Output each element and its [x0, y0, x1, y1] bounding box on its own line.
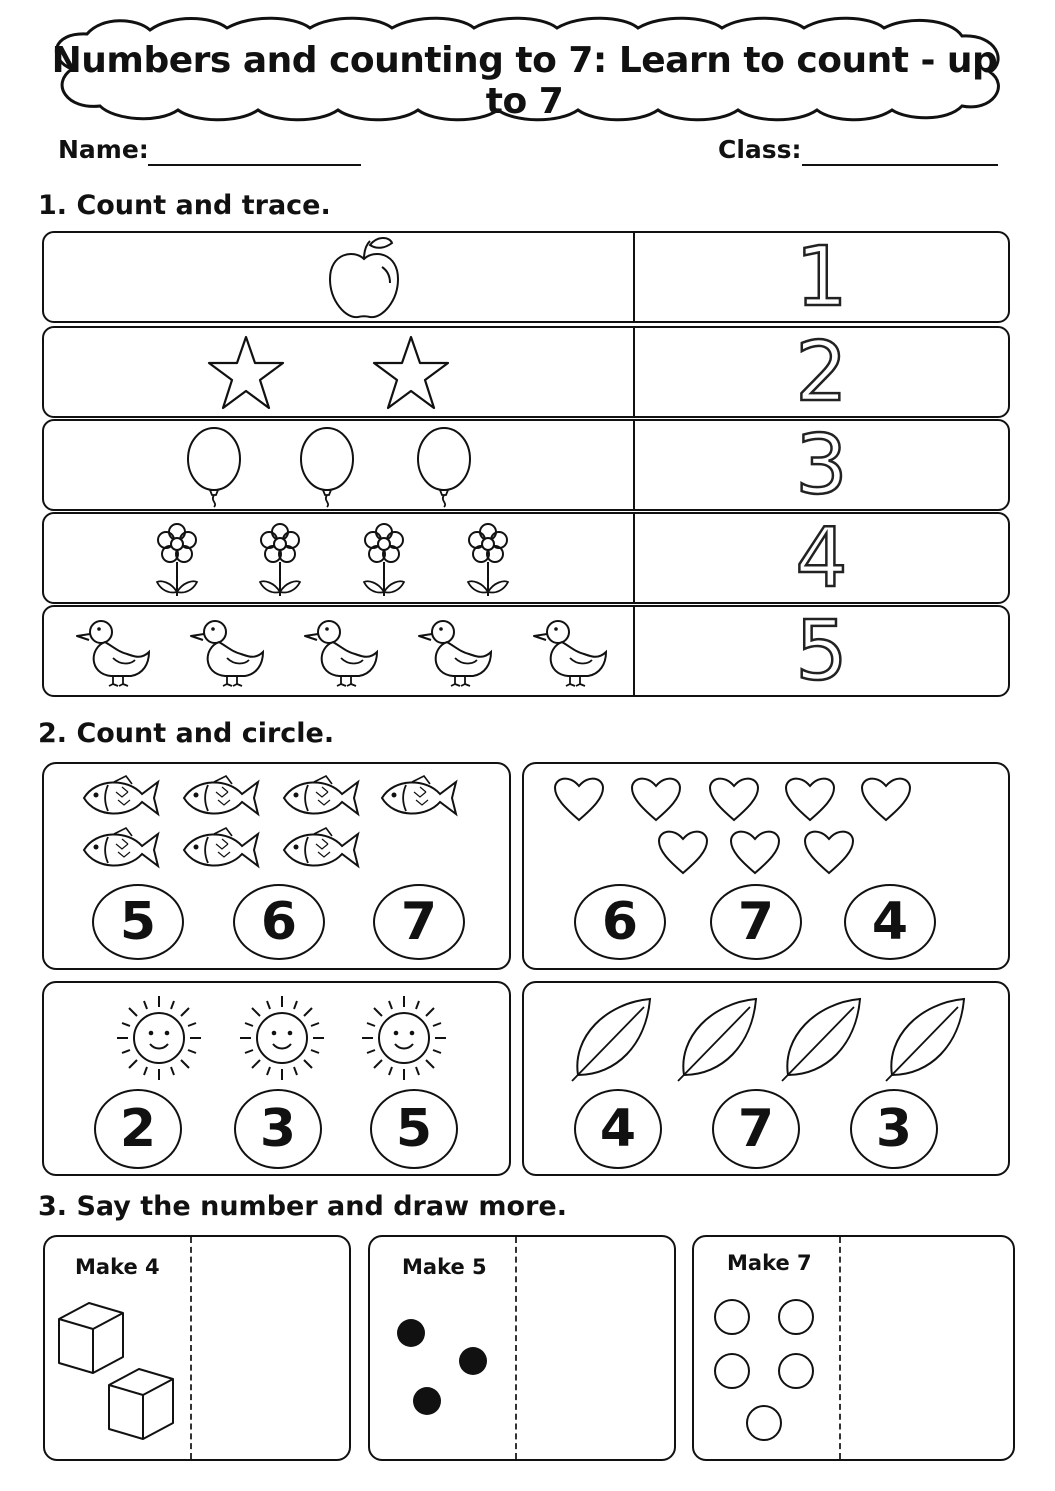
- fish-icon: [382, 776, 456, 814]
- heart-icon: [862, 779, 910, 820]
- class-field[interactable]: [802, 164, 998, 166]
- sun-icon: [362, 996, 446, 1080]
- drawing-area[interactable]: [841, 1237, 1013, 1459]
- fish-icon: [184, 776, 258, 814]
- star-icon: [209, 337, 283, 408]
- flower-icon: [364, 524, 404, 596]
- choice-option[interactable]: 5: [370, 1089, 458, 1169]
- balloon-icon: [418, 428, 470, 507]
- balloon-group: [44, 421, 632, 511]
- heart-icon: [555, 779, 603, 820]
- circle-icon: [779, 1354, 813, 1388]
- duck-icon: [534, 621, 606, 686]
- apple-icon: [330, 238, 398, 317]
- choice-option[interactable]: 3: [850, 1089, 938, 1169]
- star-icon: [374, 337, 448, 408]
- trace-digit-3[interactable]: 3: [795, 417, 848, 513]
- cube-icon: [59, 1303, 123, 1373]
- apple-group: [44, 233, 632, 323]
- duck-icon: [77, 621, 149, 686]
- trace-digit-4[interactable]: 4: [795, 510, 848, 606]
- heart-icon: [710, 779, 758, 820]
- duck-icon: [191, 621, 263, 686]
- dot-icon: [459, 1347, 487, 1375]
- sun-icon: [240, 996, 324, 1080]
- heart-icon: [659, 832, 707, 873]
- fish-icon: [184, 828, 258, 866]
- heart-icon: [632, 779, 680, 820]
- heart-icon: [786, 779, 834, 820]
- choice-option[interactable]: 7: [373, 884, 465, 960]
- trace-digit-5[interactable]: 5: [795, 603, 848, 699]
- make-box-5: [368, 1235, 676, 1461]
- make-box-7: [692, 1235, 1015, 1461]
- choice-option[interactable]: 5: [92, 884, 184, 960]
- leaf-icon: [572, 999, 650, 1081]
- name-label: Name:: [58, 135, 149, 164]
- make-label: Make 5: [402, 1255, 487, 1279]
- choice-option[interactable]: 6: [574, 884, 666, 960]
- circle-icon: [715, 1354, 749, 1388]
- choice-option[interactable]: 3: [234, 1089, 322, 1169]
- heart-icon: [805, 832, 853, 873]
- heart-group: [524, 764, 1008, 884]
- page-title: Numbers and counting to 7: Learn to count - up to 7: [51, 40, 998, 122]
- cube-icon: [109, 1369, 173, 1439]
- section-1-heading: 1. Count and trace.: [38, 190, 331, 221]
- section-2-heading: 2. Count and circle.: [38, 718, 335, 749]
- balloon-icon: [188, 428, 240, 507]
- circle-icon: [779, 1300, 813, 1334]
- choice-option[interactable]: 2: [94, 1089, 182, 1169]
- drawing-area[interactable]: [517, 1237, 674, 1459]
- cube-group: [45, 1237, 190, 1459]
- trace-digit-1[interactable]: 1: [795, 229, 848, 325]
- section-3-heading: 3. Say the number and draw more.: [38, 1191, 567, 1222]
- trace-row-1: [42, 231, 1010, 323]
- fish-group: [44, 764, 509, 884]
- count-box-hearts: [522, 762, 1010, 970]
- count-box-leaves: [522, 981, 1010, 1176]
- sun-icon: [117, 996, 201, 1080]
- circle-icon: [715, 1300, 749, 1334]
- choice-option[interactable]: 7: [710, 884, 802, 960]
- balloon-icon: [301, 428, 353, 507]
- dot-group: [370, 1237, 515, 1459]
- choice-option[interactable]: 4: [574, 1089, 662, 1169]
- choice-option[interactable]: 6: [233, 884, 325, 960]
- fish-icon: [84, 828, 158, 866]
- fish-icon: [84, 776, 158, 814]
- leaf-group: [524, 983, 1008, 1083]
- circle-group: [694, 1237, 839, 1459]
- make-label: Make 4: [75, 1255, 160, 1279]
- choice-option[interactable]: 7: [712, 1089, 800, 1169]
- duck-group: [44, 607, 632, 697]
- choice-option[interactable]: 4: [844, 884, 936, 960]
- heart-icon: [731, 832, 779, 873]
- leaf-icon: [678, 999, 756, 1081]
- fish-icon: [284, 776, 358, 814]
- leaf-icon: [782, 999, 860, 1081]
- make-label: Make 7: [727, 1251, 812, 1275]
- name-field[interactable]: [148, 164, 361, 166]
- trace-row-2: [42, 326, 1010, 418]
- star-group: [44, 328, 632, 418]
- duck-icon: [305, 621, 377, 686]
- trace-row-5: [42, 605, 1010, 697]
- dot-icon: [397, 1319, 425, 1347]
- flower-icon: [468, 524, 508, 596]
- fish-icon: [284, 828, 358, 866]
- circle-icon: [747, 1406, 781, 1440]
- leaf-icon: [886, 999, 964, 1081]
- count-box-fish: [42, 762, 511, 970]
- drawing-area[interactable]: [192, 1237, 349, 1459]
- flower-icon: [260, 524, 300, 596]
- trace-row-4: [42, 512, 1010, 604]
- trace-digit-2[interactable]: 2: [795, 324, 848, 420]
- duck-icon: [419, 621, 491, 686]
- class-label: Class:: [718, 135, 802, 164]
- make-box-4: [43, 1235, 351, 1461]
- count-box-suns: [42, 981, 511, 1176]
- flower-icon: [157, 524, 197, 596]
- trace-row-3: [42, 419, 1010, 511]
- flower-group: [44, 514, 632, 604]
- dot-icon: [413, 1387, 441, 1415]
- sun-group: [44, 983, 509, 1083]
